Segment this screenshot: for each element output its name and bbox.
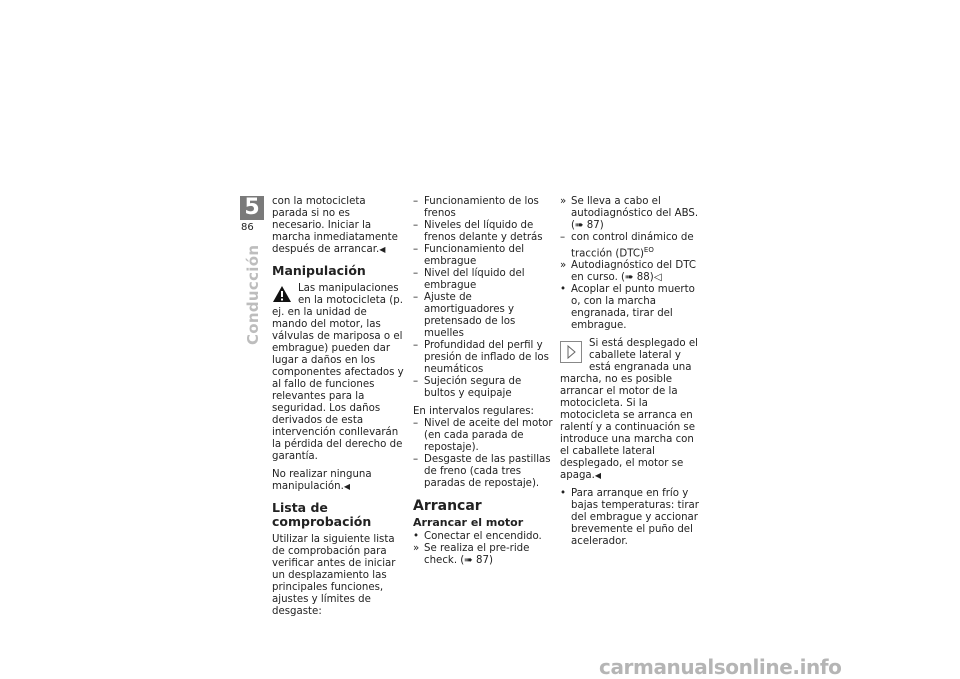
checklist <box>413 196 553 400</box>
engine-start-heading: Arrancar el motor <box>413 516 524 529</box>
list-item: – Funcionamiento de los frenos <box>413 196 539 219</box>
list-item: – Ajuste de amortiguadores y pretensado de los muelles <box>413 292 516 339</box>
manipulation-instruction: No realizar ninguna manipulación.◀ <box>272 469 372 492</box>
list-item: • Conectar el encendido. <box>413 531 542 542</box>
end-mark-icon: ◀ <box>594 471 602 481</box>
chapter-title: Conducción <box>244 244 262 345</box>
list-item: – Profundidad del perfil y presión de inflado de los neumáticos <box>413 340 549 375</box>
warning-block <box>272 283 404 493</box>
start-steps-continued <box>560 196 700 332</box>
column-1 <box>272 196 404 624</box>
list-item: • Acoplar el punto muerto o, con la marcha engranada, tirar del embrague. <box>560 284 695 332</box>
intro-paragraph: con la motocicleta parada si no es necesario. Iniciar la marcha inmediatamente después de arrancar.◀ <box>272 196 398 255</box>
note-text: Si está desplegado el caballete lateral y está engranada una marcha, no es posible arrancar el motor de la motocicleta. Si la motocicleta se arranca en ralentí y a continuación se introduce una marcha con el caballete lateral desplegado, el motor se apaga.◀ <box>560 338 698 482</box>
intervals-label: En intervalos regulares: <box>413 406 534 417</box>
note-icon <box>560 341 582 363</box>
chapter-number: 5 <box>240 196 264 220</box>
end-mark-icon: ◀ <box>343 482 350 491</box>
column-3 <box>560 196 700 554</box>
column-2 <box>413 196 553 573</box>
list-item: – con control dinámico de tracción (DTC)$^{EO}$ <box>560 232 694 260</box>
list-item: – Funcionamiento del embrague <box>413 244 525 267</box>
interval-list <box>413 418 553 490</box>
list-item: – Desgaste de las pastillas de freno (cada tres paradas de repostaje). <box>413 454 551 489</box>
manipulation-heading: Manipulación <box>272 263 366 278</box>
start-heading: Arrancar <box>413 498 482 514</box>
manipulation-text: Las manipulaciones en la motocicleta (p. ej. en la unidad de mando del motor, las válvulas de mariposa o el embrague) pueden dar lugar a daños en los componentes afectados y al fallo de funciones relevantes para la seguridad. Los daños derivados de esta intervención conllevarán la pérdida del derecho de garantía. <box>272 283 404 462</box>
list-item: – Niveles del líquido de frenos delante y detrás <box>413 220 543 243</box>
start-steps <box>413 531 553 567</box>
list-item: – Sujeción segura de bultos y equipaje <box>413 376 522 399</box>
chapter-tab <box>240 196 264 220</box>
warning-icon <box>272 285 292 303</box>
end-mark-icon: ◀ <box>379 245 386 254</box>
page-number: 86 <box>241 222 254 233</box>
checklist-text: Utilizar la siguiente lista de comprobación para verificar antes de iniciar un desplazamiento las principales funciones, ajustes y límites de desgaste: <box>272 534 396 617</box>
list-item: – Nivel del líquido del embrague <box>413 268 525 291</box>
list-item: • Para arranque en frío y bajas temperaturas: tirar del embrague y accionar brevemente el puño del acelerador. <box>560 488 699 548</box>
list-item: » Se realiza el pre-ride check. (➠ 87) <box>413 543 530 566</box>
watermark: carmanualsonline.info <box>599 655 842 679</box>
list-item: » Autodiagnóstico del DTC en curso. (➠ 88)◁ <box>560 260 696 284</box>
list-item: » Se lleva a cabo el autodiagnóstico del ABS. (➠ 87) <box>560 196 699 231</box>
list-item: – Nivel de aceite del motor (en cada parada de repostaje). <box>413 418 553 453</box>
checklist-heading: Lista de comprobación <box>272 500 372 529</box>
cold-start-steps <box>560 488 700 548</box>
note-block <box>560 338 700 482</box>
